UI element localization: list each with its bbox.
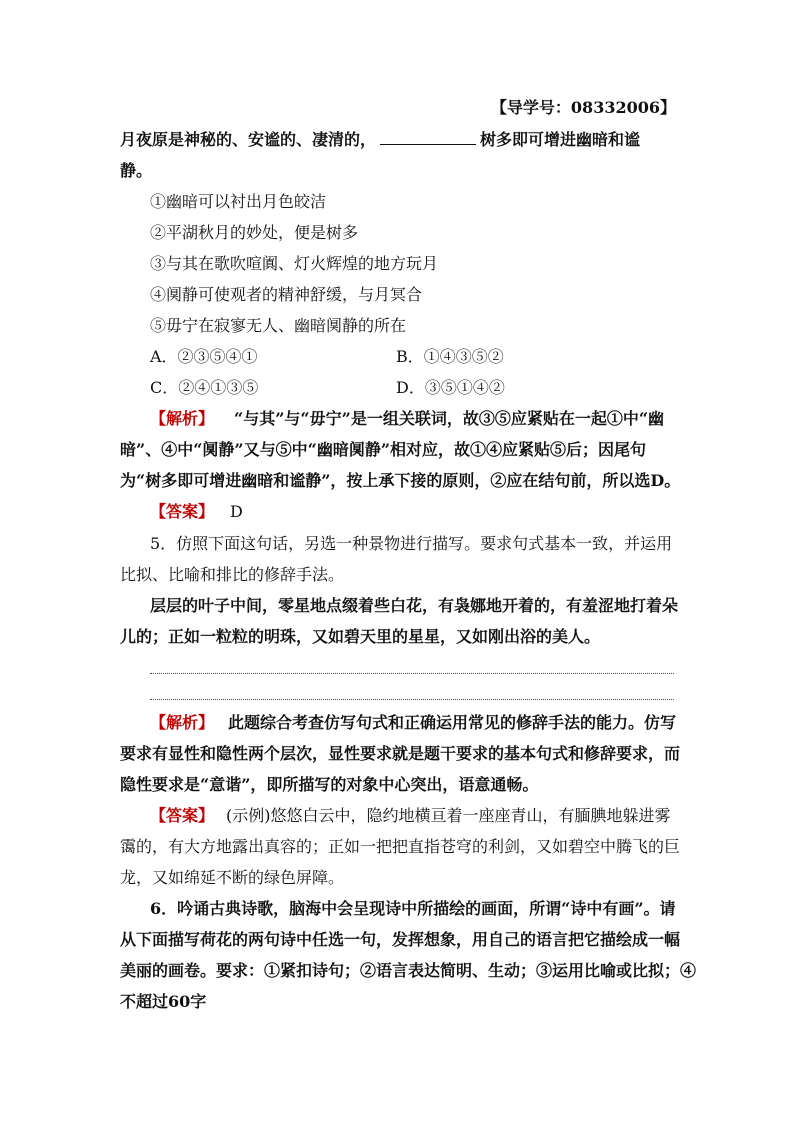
q4-answer-tag: 【答案】	[150, 502, 215, 521]
q4-analysis-line-2: 暗”、④中“阒静”又与⑤中“幽暗阒静”相对应，故①④应紧贴⑤后；因尾句	[120, 440, 647, 459]
q5-stem-line-1: 5．仿照下面这句话，另选一种景物进行描写。要求句式基本一致，并运用	[150, 534, 673, 553]
q5-answer-text-1: (示例)悠悠白云中，隐约地横亘着一座座青山，有腼腆地躲进雾	[226, 806, 671, 825]
q5-answer-tag: 【答案】	[150, 806, 215, 825]
q5-analysis-line-3: 隐性要求是“意谐”，即所描写的对象中心突出，语意通畅。	[120, 775, 539, 794]
q5-analysis-line-1	[150, 712, 676, 734]
q4-stem-line-1	[120, 129, 676, 151]
q6-stem-line-2: 从下面描写荷花的两句诗中任选一句，发挥想象，用自己的语言把它描绘成一幅	[120, 930, 681, 949]
q4-answer-blank[interactable]	[380, 130, 476, 145]
q4-analysis-text-1: “与其”与“毋宁”是一组关联词，故③⑤应紧贴在一起①中“幽	[234, 409, 665, 428]
q5-analysis-text-1: 此题综合考查仿写句式和正确运用常见的修辞手法的能力。仿写	[228, 713, 677, 732]
q4-item-5: ⑤毋宁在寂寥无人、幽暗阒静的所在	[150, 316, 407, 335]
q4-answer-line	[150, 501, 676, 523]
q4-stem-part-2: 树多即可增进幽暗和谧	[480, 130, 641, 149]
q6-stem-line-1: 6．吟诵古典诗歌，脑海中会呈现诗中所描绘的画面，所谓“诗中有画”。请	[150, 899, 676, 918]
q4-answer-value: D	[230, 502, 243, 521]
q4-option-d: D．③⑤①④②	[396, 378, 505, 397]
q6-stem-line-3: 美丽的画卷。要求：①紧扣诗句；②语言表达简明、生动；③运用比喻或比拟；④	[120, 961, 697, 980]
q6-stem-line-4: 不超过60字	[120, 992, 207, 1011]
q4-option-c: C．②④①③⑤	[150, 378, 259, 397]
q5-answer-line	[150, 805, 676, 827]
q4-stem-line-2: 静。	[120, 161, 153, 180]
q5-example-line-1: 层层的叶子中间，零星地点缀着些白花，有袅娜地开着的，有羞涩地打着朵	[150, 596, 679, 615]
q4-item-2: ②平湖秋月的妙处，便是树多	[150, 223, 359, 242]
q5-answer-line-3-text: 龙，又如绵延不断的绿色屏障。	[120, 868, 345, 887]
q5-answer-line-1[interactable]	[150, 673, 674, 674]
q4-option-b: B．①④③⑤②	[396, 347, 504, 366]
q5-answer-line-2-text: 霭的，有大方地露出真容的；正如一把把直指苍穹的利剑，又如碧空中腾飞的巨	[120, 837, 681, 856]
q4-analysis-line-3: 为“树多即可增进幽暗和谧静”，按上承下接的原则，②应在结句前，所以选D。	[120, 471, 681, 490]
q4-option-a: A．②③⑤④①	[150, 347, 258, 366]
q4-analysis-line-1	[150, 408, 676, 430]
q5-analysis-tag: 【解析】	[150, 713, 215, 732]
q4-analysis-tag: 【解析】	[150, 409, 215, 428]
q4-stem-part-1: 月夜原是神秘的、安谧的、凄清的，	[120, 130, 377, 149]
q4-item-3: ③与其在歌吹喧阗、灯火辉煌的地方玩月	[150, 254, 439, 273]
q5-stem-line-2: 比拟、比喻和排比的修辞手法。	[120, 565, 345, 584]
q4-item-4: ④阒静可使观者的精神舒缓，与月冥合	[150, 285, 423, 304]
q5-answer-line-2[interactable]	[150, 699, 674, 700]
q5-analysis-line-2: 要求有显性和隐性两个层次，显性要求就是题干要求的基本句式和修辞要求，而	[120, 744, 681, 763]
guide-number: 【导学号：08332006】	[490, 98, 676, 117]
q5-example-line-2: 儿的；正如一粒粒的明珠，又如碧天里的星星，又如刚出浴的美人。	[120, 627, 601, 646]
q4-item-1: ①幽暗可以衬出月色皎洁	[150, 192, 327, 211]
